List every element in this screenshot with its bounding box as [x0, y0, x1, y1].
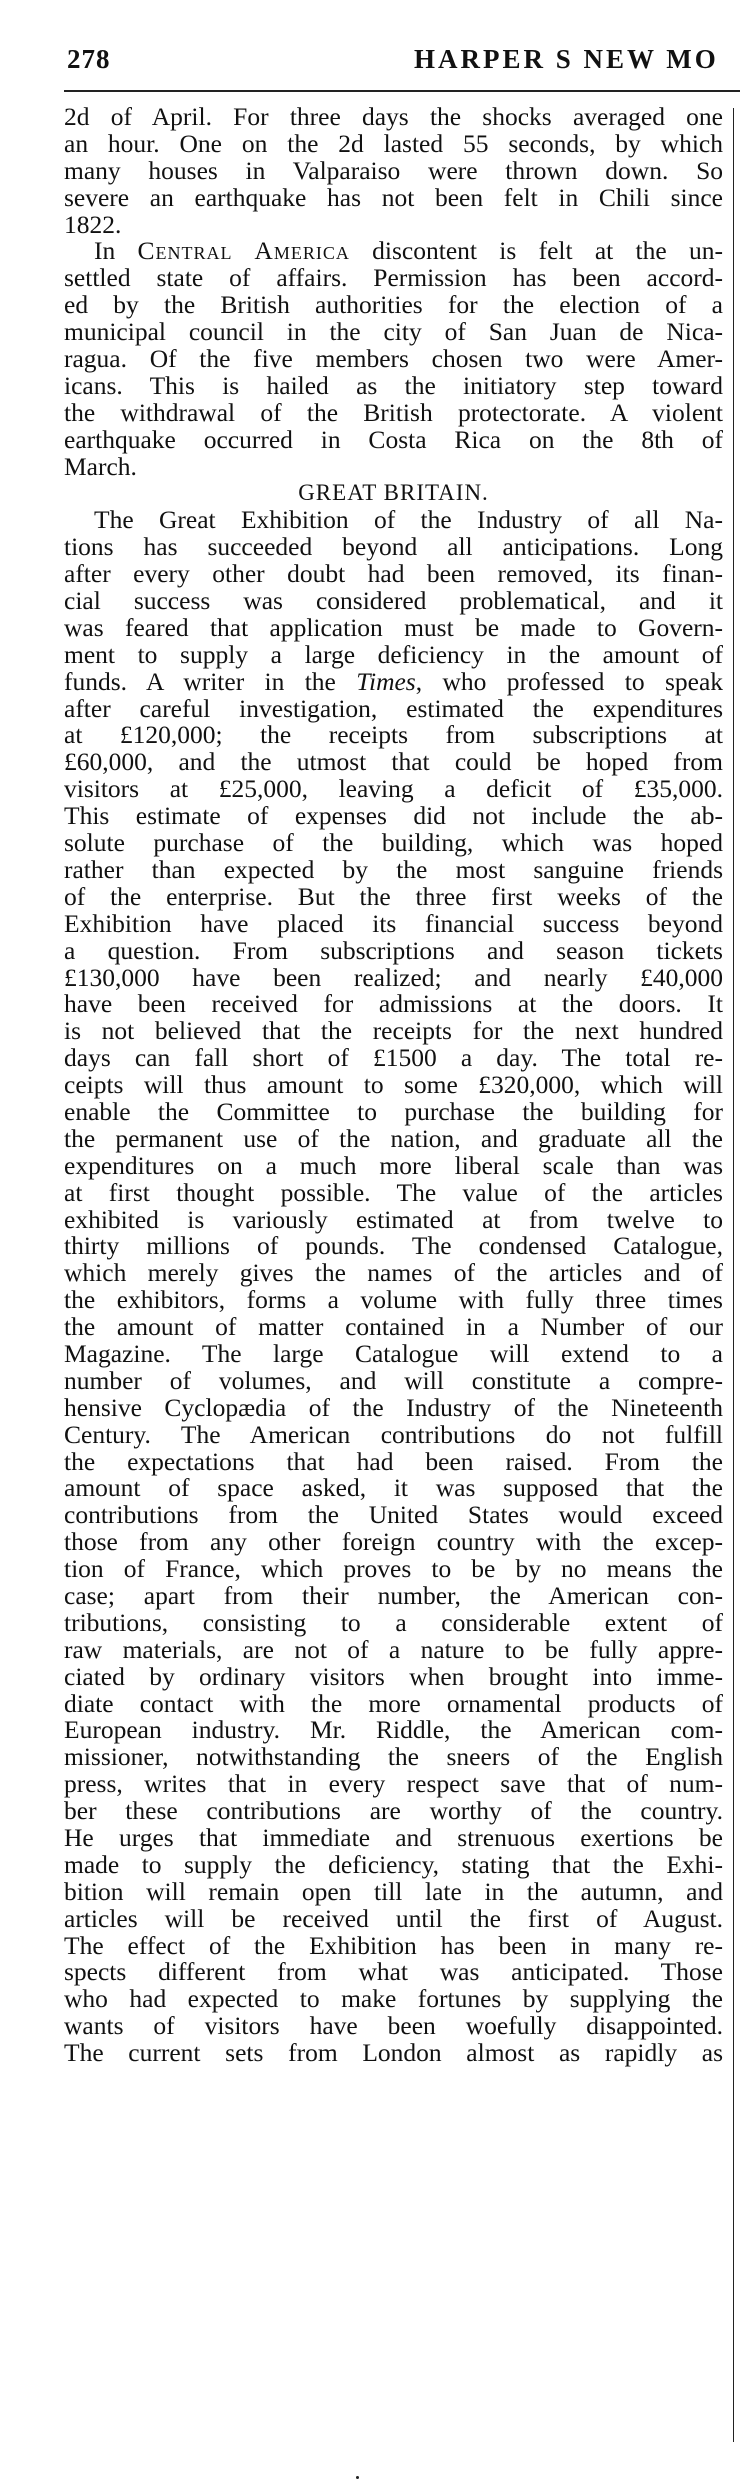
header-rule: [64, 90, 740, 92]
text-line: missioner, notwithstanding the sneers of the English: [64, 1742, 723, 1772]
text-line: ment to supply a large deficiency in the amount of: [64, 639, 723, 669]
line-start: funds. A writer in the: [64, 666, 357, 696]
text-line: made to supply the deficiency, stating that the Exhi-: [64, 1849, 723, 1879]
text-line: hensive Cyclopædia of the Industry of the Nineteenth: [64, 1392, 723, 1422]
text-line: who had expected to make fortunes by supplying the: [64, 1984, 723, 2014]
text-line: many houses in Valparaiso were thrown down. So: [64, 155, 723, 185]
text-line: after every other doubt had been removed, its finan-: [64, 559, 723, 589]
text-line: visitors at £25,000, leaving a deficit of £35,000.: [64, 774, 723, 804]
paragraph-body-lines: [64, 693, 723, 2068]
text-line: ed by the British authorities for the election of a: [64, 290, 723, 320]
stray-print-mark: [356, 2476, 359, 2479]
text-line: expenditures on a much more liberal scale than was: [64, 1150, 723, 1180]
text-line: diate contact with the more ornamental products of: [64, 1688, 723, 1718]
lead-in: In: [94, 236, 138, 266]
text-line: enable the Committee to purchase the building for: [64, 1096, 723, 1126]
paragraph-chile: [64, 104, 723, 238]
column-divider-rule: [733, 108, 734, 2442]
text-line: The Great Exhibition of the Industry of all Na-: [94, 505, 723, 535]
text-line: exhibited is variously estimated at from twelve to: [64, 1204, 723, 1234]
text-line: severe an earthquake has not been felt in Chili since: [64, 182, 723, 212]
text-line: a question. From subscriptions and season tickets: [64, 935, 723, 965]
text-line: [64, 666, 724, 696]
text-line: an hour. One on the 2d lasted 55 seconds, by which: [64, 128, 723, 158]
text-line: number of volumes, and will constitute a compre-: [64, 1365, 723, 1395]
text-line: contributions from the United States would exceed: [64, 1500, 723, 1530]
text-line: This estimate of expenses did not include the ab-: [64, 801, 723, 831]
section-heading-great-britain: GREAT BRITAIN.: [298, 480, 489, 506]
text-line: 1822.: [64, 209, 122, 239]
text-line: [64, 238, 723, 265]
text-line: days can fall short of £1500 a day. The total re-: [64, 1043, 723, 1073]
text-line: after careful investigation, estimated the expenditures: [64, 693, 723, 723]
text-line: have been received for admissions at the doors. It: [64, 989, 723, 1019]
text-line: of the enterprise. But the three first weeks of the: [64, 881, 723, 911]
text-line: The current sets from London almost as rapidly as: [64, 2038, 723, 2068]
text-line: municipal council in the city of San Juan de Nica-: [64, 317, 723, 347]
text-line: Magazine. The large Catalogue will extend to a: [64, 1338, 723, 1368]
text-line: bition will remain open till late in the autumn, and: [64, 1876, 723, 1906]
text-line: cial success was considered problematical, and it: [64, 586, 723, 616]
paragraph-central-america: [64, 238, 723, 480]
newspaper-title-italic: Times: [356, 666, 416, 696]
text-line: tions has succeeded beyond all anticipations. Long: [64, 532, 723, 562]
text-line: European industry. Mr. Riddle, the American com-: [64, 1715, 723, 1745]
line-rest: discontent is felt at the un-: [349, 236, 723, 266]
text-line: at first thought possible. The value of the articles: [64, 1177, 723, 1207]
text-line: earthquake occurred in Costa Rica on the 8th of: [64, 424, 723, 454]
text-line: wants of visitors have been woefully disappointed.: [64, 2011, 723, 2041]
text-line: March.: [64, 451, 137, 481]
text-line: spects different from what was anticipated. Those: [64, 1957, 723, 1987]
text-line: ragua. Of the five members chosen two were Amer-: [64, 344, 723, 374]
text-line: the withdrawal of the British protectorate. A violent: [64, 397, 723, 427]
text-line: amount of space asked, it was supposed that the: [64, 1473, 723, 1503]
text-line: those from any other foreign country with the excep-: [64, 1527, 723, 1557]
line-end: , who professed to speak: [415, 666, 724, 696]
text-line: the permanent use of the nation, and graduate all the: [64, 1123, 723, 1153]
text-line: He urges that immediate and strenuous exertions be: [64, 1823, 723, 1852]
text-line: the exhibitors, forms a volume with fully three times: [64, 1285, 723, 1315]
text-line: at £120,000; the receipts from subscriptions at: [64, 720, 723, 750]
text-line: case; apart from their number, the American con-: [64, 1580, 723, 1610]
text-line: £130,000 have been realized; and nearly £40,000: [64, 962, 723, 992]
text-line: was feared that application must be made to Govern-: [64, 612, 723, 642]
text-column: [64, 104, 723, 2067]
text-line: icans. This is hailed as the initiatory step toward: [64, 370, 723, 400]
region-name-small-caps: Central America: [137, 236, 350, 266]
text-line: the expectations that had been raised. From the: [64, 1446, 723, 1476]
text-line: Century. The American contributions do not fulfill: [64, 1419, 723, 1449]
text-line: thirty millions of pounds. The condensed Catalogue,: [64, 1231, 723, 1261]
text-line: articles will be received until the first of August.: [64, 1903, 723, 1933]
paragraph-great-britain: [64, 507, 723, 2067]
text-line: ceipts will thus amount to some £320,000, which will: [64, 1070, 723, 1100]
running-title: HARPER S NEW MO: [414, 44, 719, 74]
text-line: raw materials, are not of a nature to be fully appre-: [64, 1634, 723, 1664]
text-line: ciated by ordinary visitors when brought into imme-: [64, 1661, 723, 1691]
text-line: rather than expected by the most sanguine friends: [64, 854, 723, 884]
text-line: solute purchase of the building, which was hoped: [64, 828, 723, 858]
page-number: 278: [67, 44, 111, 74]
text-line: £60,000, and the utmost that could be hoped from: [64, 747, 723, 777]
text-line: 2d of April. For three days the shocks averaged one: [64, 102, 723, 131]
text-line: tion of France, which proves to be by no means the: [64, 1554, 723, 1584]
text-line: settled state of affairs. Permission has been accord-: [64, 263, 723, 293]
text-line: Exhibition have placed its financial success beyond: [64, 908, 723, 938]
text-line: which merely gives the names of the articles and of: [64, 1258, 723, 1288]
text-line: The effect of the Exhibition has been in many re-: [64, 1930, 723, 1960]
text-line: tributions, consisting to a considerable extent of: [64, 1607, 723, 1637]
text-line: ber these contributions are worthy of the country.: [64, 1796, 723, 1826]
text-line: is not believed that the receipts for the next hundred: [64, 1016, 723, 1046]
text-line: press, writes that in every respect save that of num-: [64, 1769, 723, 1799]
text-line: the amount of matter contained in a Number of our: [64, 1312, 723, 1342]
